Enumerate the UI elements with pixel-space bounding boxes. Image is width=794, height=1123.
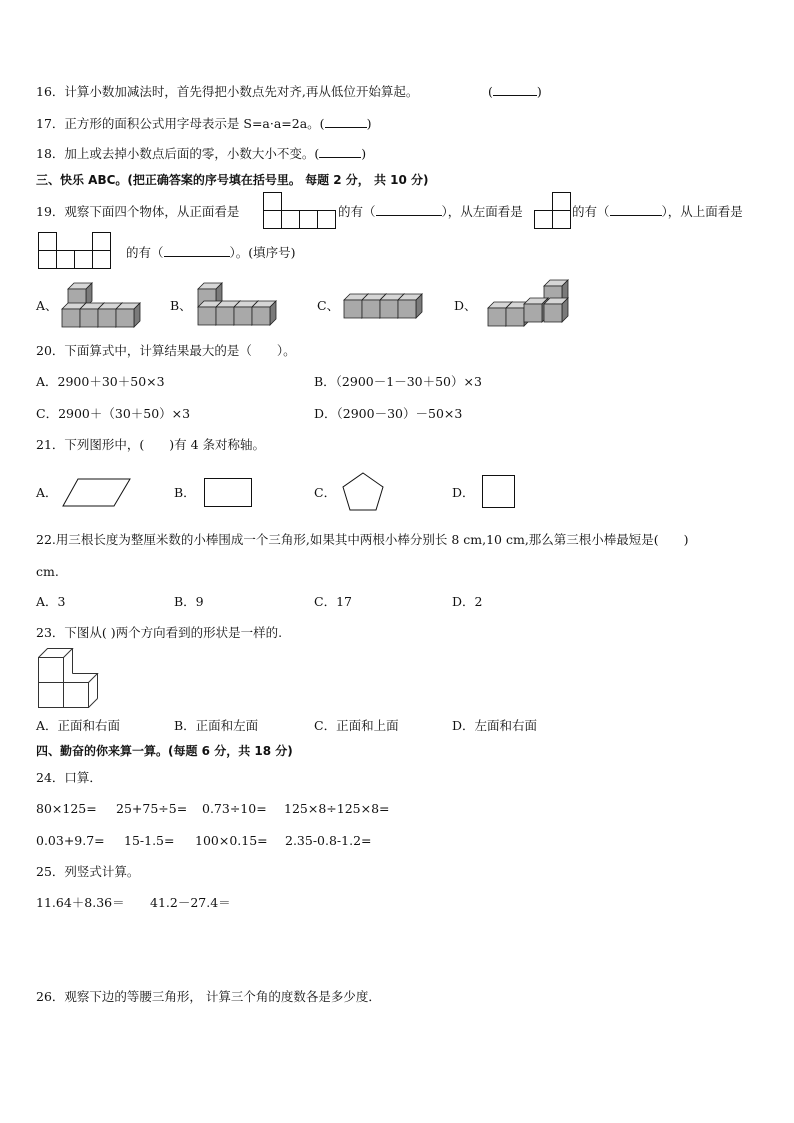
q22-option-c[interactable]: C．17 (314, 594, 352, 609)
q23-option-c[interactable]: C．正面和上面 (314, 718, 399, 733)
cube (252, 301, 276, 325)
section-3-title: 三、快乐 ABC。(把正确答案的序号填在括号里。 每题 2 分， 共 10 分) (36, 173, 429, 187)
q22-option-b[interactable]: B．9 (174, 594, 204, 609)
q22-option-a[interactable]: A．3 (36, 594, 66, 609)
cube-figure-a (60, 280, 146, 330)
q19-option-a-label[interactable]: A、 (36, 298, 58, 313)
q22-option-d[interactable]: D．2 (452, 594, 483, 609)
q19-text-d: 的有（ ），从上面看是 (572, 204, 743, 219)
q19-text-a: 19．观察下面四个物体，从正面看是 (36, 204, 240, 219)
q26-question: 26．观察下边的等腰三角形， 计算三个角的度数各是多少度． (36, 989, 381, 1004)
front-view-icon (263, 192, 339, 230)
q16-text: 16．计算小数加减法时，首先得把小数点先对齐,再从低位开始算起。 (36, 84, 419, 99)
q17: 17．正方形的面积公式用字母表示是 S=a·a=2a。( ) (36, 116, 372, 131)
q20-option-d[interactable]: D．（2900－30）－50×3 (314, 406, 463, 421)
q23-option-a[interactable]: A．正面和右面 (36, 718, 121, 733)
q20-option-b[interactable]: B．（2900－1－30＋50）×3 (314, 374, 482, 389)
section-4-title: 四、勤奋的你来算一算。(每题 6 分，共 18 分) (36, 744, 293, 758)
cube (116, 303, 140, 327)
q21-option-c[interactable]: C． (314, 485, 337, 500)
cube (544, 298, 568, 322)
answer-blank[interactable] (376, 204, 442, 216)
q20-option-a[interactable]: A．2900＋30＋50×3 (36, 374, 165, 389)
q24-item: 125×8÷125×8= (284, 801, 390, 816)
rectangle-icon (204, 478, 254, 508)
q21-option-d[interactable]: D． (452, 485, 475, 500)
q24-item: 100×0.15= (195, 833, 268, 848)
q20-question: 20．下面算式中，计算结果最大的是（ ）。 (36, 343, 296, 358)
square-icon (482, 475, 516, 509)
top-view-icon (38, 232, 114, 272)
cube-outline-figure (38, 648, 110, 710)
parallelogram-icon (62, 478, 132, 508)
q24-item: 15-1.5= (124, 833, 175, 848)
q24-item: 80×125= (36, 801, 97, 816)
q24-item: 0.73÷10= (202, 801, 267, 816)
answer-blank[interactable] (319, 146, 361, 158)
answer-blank[interactable] (610, 204, 662, 216)
q19-text-f: 的有（ ）。(填序号) (126, 245, 296, 260)
q22-question-line1: 22.用三根长度为整厘米数的小棒围成一个三角形,如果其中两根小棒分别长 8 cm,10 cm,那么第三根小棒最短是( ) (36, 532, 689, 547)
q19-option-c-label[interactable]: C、 (317, 298, 340, 313)
left-view-icon (534, 192, 574, 230)
q24-item: 25+75÷5= (116, 801, 188, 816)
q19-option-d-label[interactable]: D、 (454, 298, 477, 313)
answer-blank[interactable] (493, 84, 537, 96)
q25-title: 25．列竖式计算。 (36, 864, 140, 879)
q19-text-b: 的有（ ），从左面看是 (338, 204, 523, 219)
q25-item: 11.64＋8.36＝ (36, 895, 125, 910)
q21-option-a[interactable]: A． (36, 485, 58, 500)
q22-question-line2: cm. (36, 564, 59, 579)
q20-option-c[interactable]: C．2900＋（30＋50）×3 (36, 406, 191, 421)
cube-figure-b (196, 280, 282, 330)
answer-blank[interactable] (164, 245, 230, 257)
pentagon-icon (342, 472, 386, 512)
q19-option-b-label[interactable]: B、 (170, 298, 192, 313)
q23-option-d[interactable]: D．左面和右面 (452, 718, 538, 733)
q23-option-b[interactable]: B．正面和左面 (174, 718, 259, 733)
q16-answer[interactable]: ( ) (488, 84, 542, 99)
q16 (36, 84, 418, 100)
q25-item: 41.2－27.4＝ (150, 895, 231, 910)
cube-figure-d (484, 280, 574, 330)
cube-figure-c (340, 280, 426, 330)
q23-question: 23．下图从( )两个方向看到的形状是一样的. (36, 625, 283, 640)
q24-title: 24．口算． (36, 770, 102, 785)
q24-item: 2.35-0.8-1.2= (285, 833, 372, 848)
q24-item: 0.03+9.7= (36, 833, 105, 848)
q18: 18．加上或去掉小数点后面的零，小数大小不变。( ) (36, 146, 367, 161)
q21-option-b[interactable]: B． (174, 485, 196, 500)
answer-blank[interactable] (325, 116, 367, 128)
q21-question: 21．下列图形中，( )有 4 条对称轴。 (36, 437, 266, 452)
cube (398, 294, 422, 318)
